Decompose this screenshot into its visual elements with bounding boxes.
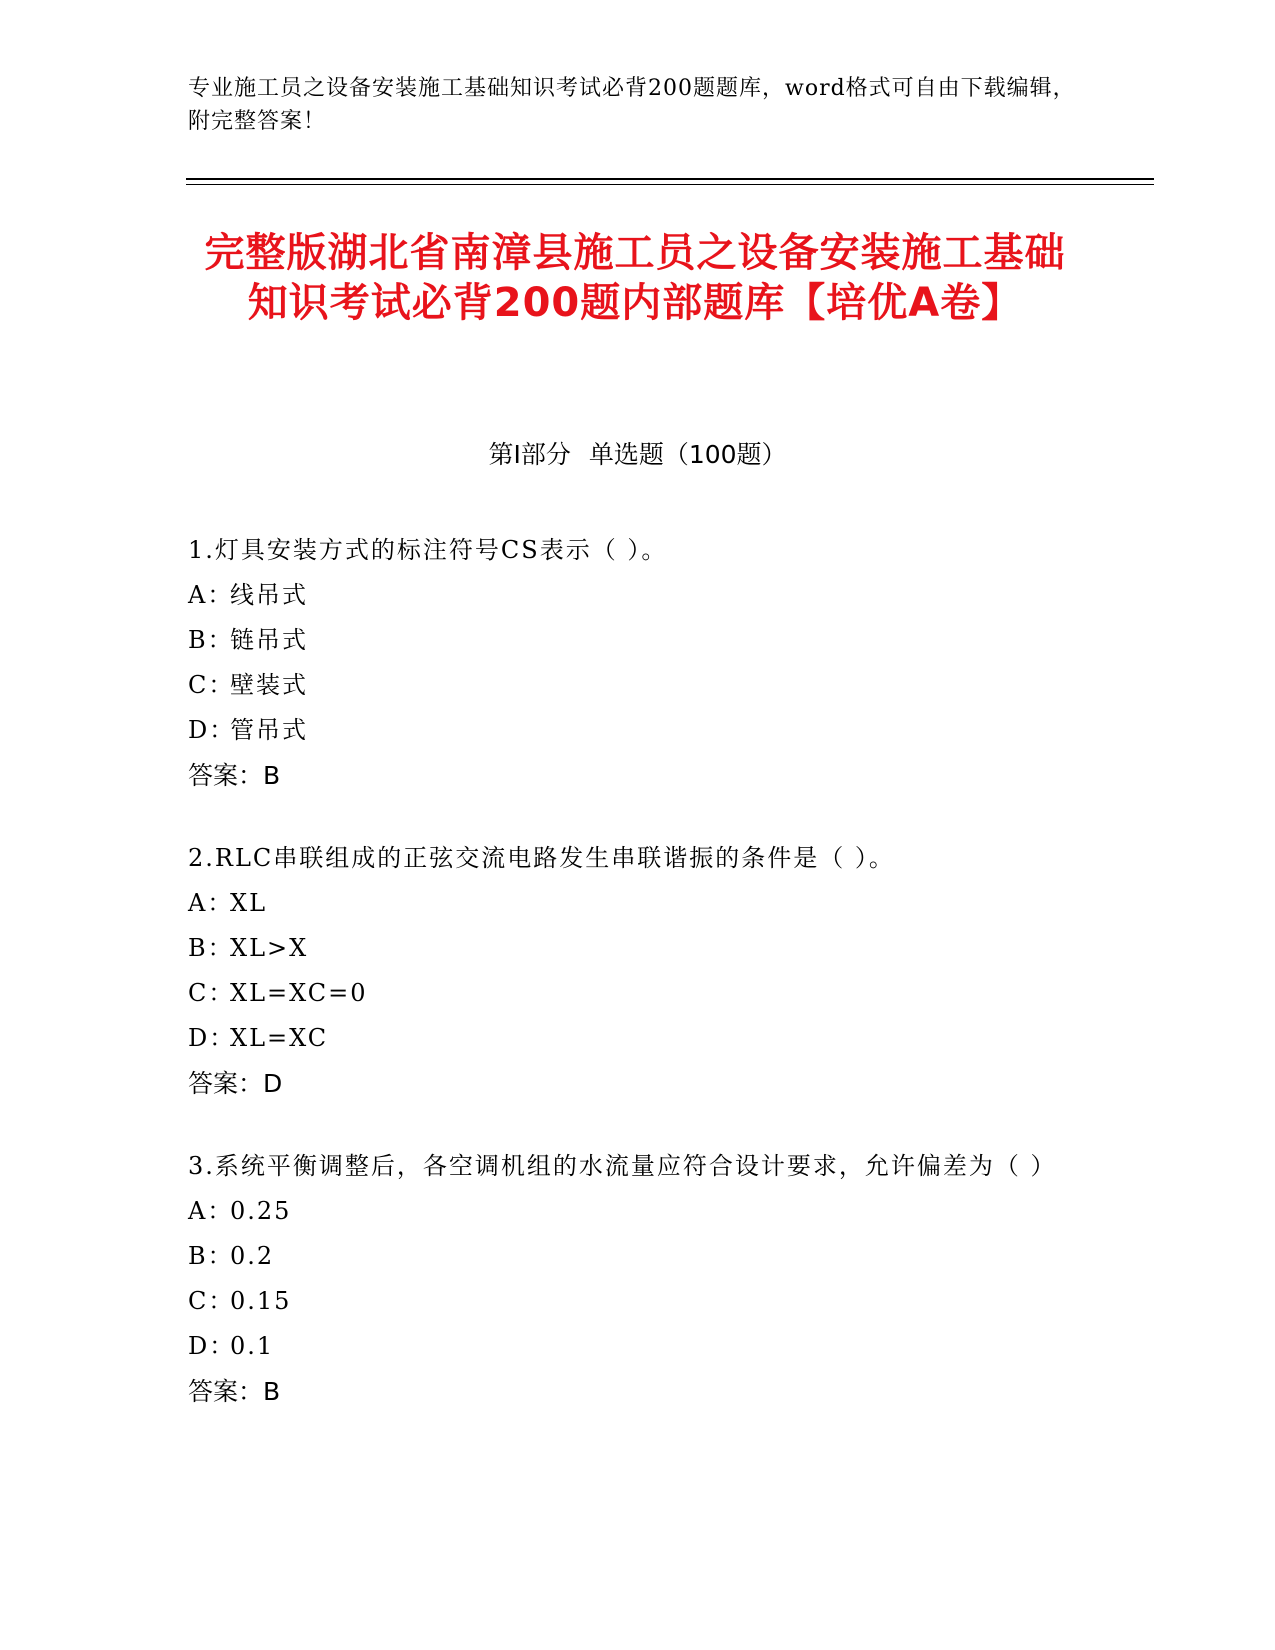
option-c: [188, 971, 1068, 1016]
option-key: A：: [188, 581, 234, 609]
option-key: C：: [188, 1287, 235, 1315]
option-key: D：: [188, 1332, 236, 1360]
answer: 答案：B: [188, 761, 281, 790]
option-a: [188, 881, 1068, 926]
header-note: 专业施工员之设备安装施工基础知识考试必背200题题库，word格式可自由下载编辑，附完整答案！: [188, 76, 1076, 134]
header-divider-thin: [186, 184, 1154, 185]
option-text: XL=XC=0: [230, 979, 368, 1007]
option-key: C：: [188, 979, 235, 1007]
option-text: 管吊式: [230, 716, 308, 744]
option-text: XL: [230, 889, 268, 917]
question-stem: 2.RLC串联组成的正弦交流电路发生串联谐振的条件是（ ）。: [188, 844, 895, 872]
header-divider-thick: [186, 178, 1154, 180]
option-text: 0.2: [230, 1242, 275, 1270]
option-key: B：: [188, 626, 234, 654]
section-part: 第I部分: [488, 440, 571, 469]
option-d: [188, 1324, 1068, 1369]
question-2: [188, 836, 1068, 1106]
option-key: C：: [188, 671, 235, 699]
option-b: [188, 1234, 1068, 1279]
option-text: 线吊式: [230, 581, 308, 609]
option-text: XL>X: [230, 934, 309, 962]
option-d: [188, 1016, 1068, 1061]
option-a: [188, 1189, 1068, 1234]
option-c: [188, 1279, 1068, 1324]
option-c: [188, 663, 1068, 708]
option-key: A：: [188, 1197, 234, 1225]
question-1: [188, 528, 1068, 798]
question-stem: 1.灯具安装方式的标注符号CS表示（ ）。: [188, 536, 668, 564]
section-heading: [0, 438, 1275, 472]
option-text: XL=XC: [230, 1024, 329, 1052]
option-d: [188, 708, 1068, 753]
option-b: [188, 926, 1068, 971]
answer: 答案：B: [188, 1377, 281, 1406]
option-text: 壁装式: [230, 671, 308, 699]
option-text: 0.25: [230, 1197, 292, 1225]
question-stem: 3.系统平衡调整后，各空调机组的水流量应符合设计要求，允许偏差为（ ）: [188, 1152, 1057, 1180]
option-key: A：: [188, 889, 234, 917]
answer: 答案：D: [188, 1069, 283, 1098]
document-title: 完整版湖北省南漳县施工员之设备安装施工基础知识考试必背200题内部题库【培优A卷】: [204, 230, 1066, 326]
option-text: 链吊式: [230, 626, 308, 654]
section-name: 单选题（100题）: [588, 440, 787, 469]
option-text: 0.1: [230, 1332, 275, 1360]
option-key: B：: [188, 934, 234, 962]
option-key: B：: [188, 1242, 234, 1270]
option-a: [188, 573, 1068, 618]
question-list: [188, 528, 1068, 1452]
option-key: D：: [188, 1024, 236, 1052]
option-b: [188, 618, 1068, 663]
option-key: D：: [188, 716, 236, 744]
question-3: [188, 1144, 1068, 1414]
option-text: 0.15: [230, 1287, 292, 1315]
